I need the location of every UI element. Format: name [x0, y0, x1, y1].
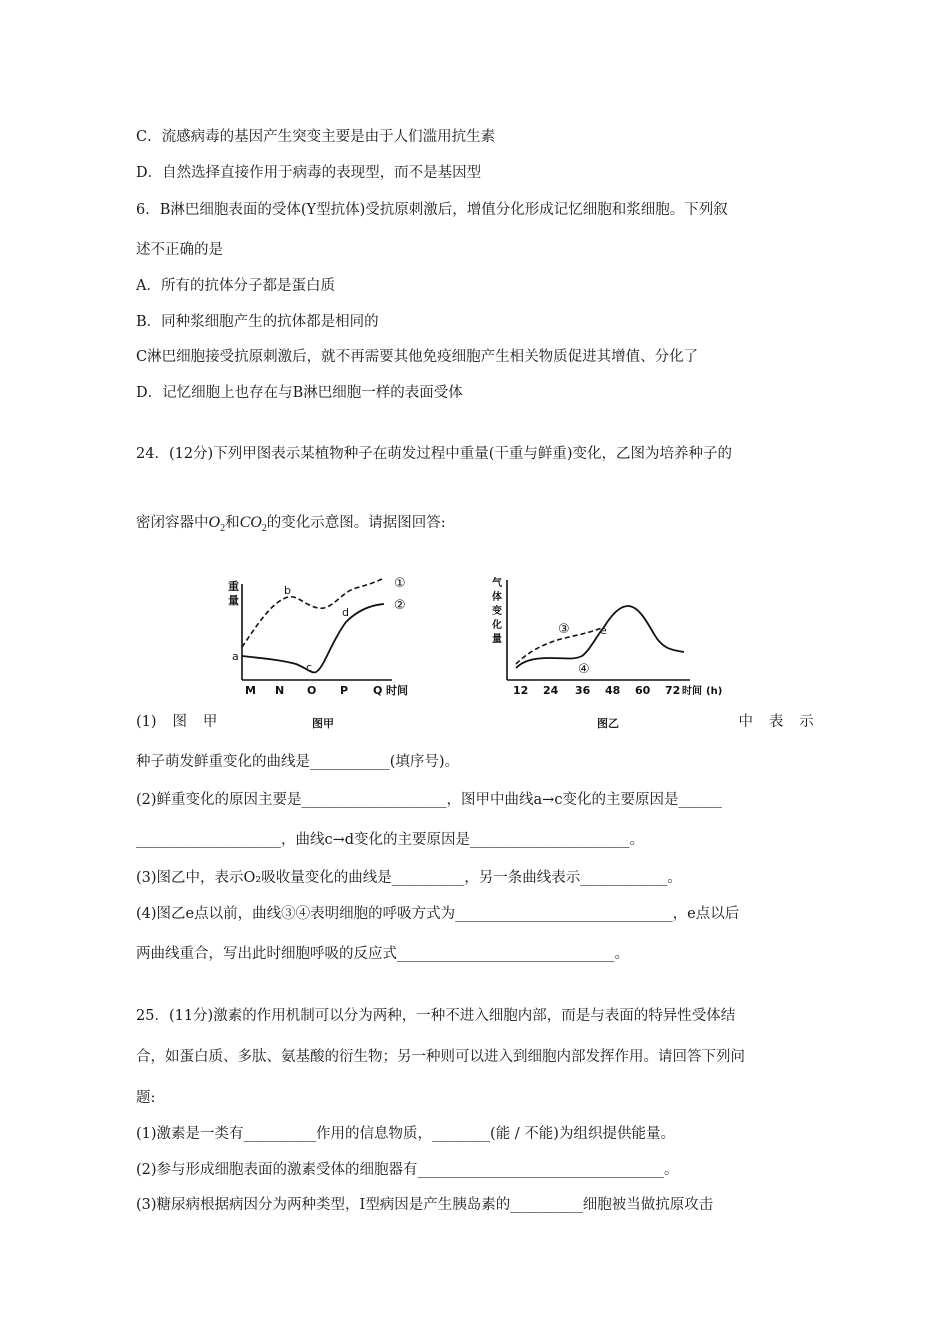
yi-curve-label-4: ④ [578, 662, 590, 677]
jia-ylabel-2: 量 [228, 594, 239, 607]
o2-formula: $O_2$ [208, 514, 226, 535]
q6-option-c: C淋巴细胞接受抗原刺激后，就不再需要其他免疫细胞产生相关物质促进其增值、分化了 [136, 349, 699, 365]
q25-part3: (3)糖尿病根据病因分为两种类型，I型病因是产生胰岛素的__________细胞被当做抗原攻击 [136, 1197, 714, 1213]
jia-xlabel: 时间 [386, 684, 408, 697]
he-text: 和 [225, 515, 240, 531]
jia-point-d: d [342, 606, 349, 619]
co2-formula: $CO_2$ [239, 514, 267, 535]
jia-curve-label-2: ② [394, 598, 406, 613]
figure-jia [226, 572, 426, 702]
fig-yi-caption: 图乙 [597, 717, 619, 730]
p1-token-1: 图 [172, 714, 187, 730]
p1-token-2: 甲 [202, 714, 218, 730]
jia-curve-label-1: ① [394, 576, 406, 591]
jia-xtick-M: M [245, 684, 256, 697]
q25-part1: (1)激素是一类有__________作用的信息物质，________(能 / 不能)为组织提供能量。 [136, 1126, 675, 1142]
jia-xtick-N: N [275, 684, 285, 697]
q24-stem-line1: 24．(12分)下列甲图表示某植物种子在萌发过程中重量(干重与鲜重)变化，乙图为培养种子的 [136, 446, 733, 462]
yi-xtick-36: 36 [575, 684, 591, 697]
q24-part1-line1 [136, 712, 814, 732]
fig-jia-caption: 图甲 [312, 717, 334, 730]
yi-xtick-60: 60 [635, 684, 651, 697]
jia-point-a: a [232, 650, 239, 663]
q24-part3: (3)图乙中，表示O₂吸收量变化的曲线是__________，另一条曲线表示____________。 [136, 870, 682, 886]
figure-yi [490, 572, 730, 702]
jia-xtick-P: P [340, 684, 349, 697]
jia-ylabel-1: 重 [228, 580, 239, 593]
jia-curve-1-dashed [242, 578, 384, 647]
q24-stem-post: 的变化示意图。请据图回答: [266, 515, 446, 531]
q6-option-a: A．所有的抗体分子都是蛋白质 [136, 278, 335, 294]
q6-stem-line2: 述不正确的是 [136, 242, 223, 258]
p1-token-8: 示 [799, 714, 814, 730]
yi-ylabel-2: 体 [492, 592, 502, 603]
q6-option-d: D．记忆细胞上也存在与B淋巴细胞一样的表面受体 [136, 385, 463, 401]
yi-unit: (h) [706, 686, 723, 697]
q6-option-b: B．同种浆细胞产生的抗体都是相同的 [136, 314, 379, 330]
yi-ylabel-4: 化 [492, 620, 502, 631]
yi-xtick-24: 24 [543, 684, 559, 697]
jia-point-c: c [306, 661, 313, 674]
yi-curve-4-solid [516, 606, 684, 668]
p1-token-7: 表 [768, 714, 784, 730]
p1-token-6: 中 [738, 714, 753, 730]
yi-ylabel-5: 量 [492, 634, 502, 645]
p1-token-0: (1) [136, 714, 157, 730]
q6-stem-line1: 6．B淋巴细胞表面的受体(Y型抗体)受抗原刺激后，增值分化形成记忆细胞和浆细胞。下列叙 [136, 202, 728, 218]
q24-part4-line1: (4)图乙e点以前，曲线③④表明细胞的呼吸方式为______________________________，e点以后 [136, 906, 740, 922]
jia-xtick-O: O [307, 684, 317, 697]
jia-point-b: b [284, 584, 291, 597]
yi-xtick-12: 12 [513, 684, 529, 697]
jia-curve-2-solid [242, 604, 384, 672]
q25-stem-line3: 题: [136, 1090, 156, 1106]
yi-point-e: e [600, 624, 607, 637]
q5-option-c: C．流感病毒的基因产生突变主要是由于人们滥用抗生素 [136, 129, 496, 145]
yi-curve-label-3: ③ [558, 622, 570, 637]
q25-stem-line1: 25．(11分)激素的作用机制可以分为两种，一种不进入细胞内部，而是与表面的特异性受体结 [136, 1008, 736, 1024]
q24-stem-line2 [136, 508, 446, 544]
q25-part2: (2)参与形成细胞表面的激素受体的细胞器有__________________________________。 [136, 1162, 679, 1178]
q24-stem-pre: 密闭容器中 [136, 515, 209, 531]
yi-ylabel-1: 气 [492, 578, 502, 589]
yi-xtick-48: 48 [605, 684, 621, 697]
yi-xtick-72: 72 [665, 684, 681, 697]
q24-part2-line1: (2)鲜重变化的原因主要是____________________，图甲中曲线a→c变化的主要原因是______ [136, 792, 722, 808]
yi-xlabel: 时间 [682, 686, 702, 697]
q25-stem-line2: 合，如蛋白质、多肽、氨基酸的衍生物；另一种则可以进入到细胞内部发挥作用。请回答下列问 [136, 1049, 745, 1065]
yi-ylabel-3: 变 [492, 606, 502, 617]
q24-part1-line2: 种子萌发鲜重变化的曲线是___________(填序号)。 [136, 754, 460, 770]
q5-option-d: D．自然选择直接作用于病毒的表现型，而不是基因型 [136, 165, 482, 181]
q24-part2-line2: ____________________，曲线c→d变化的主要原因是______________________。 [136, 832, 645, 848]
jia-xtick-Q: Q [373, 684, 383, 697]
q24-part4-line2: 两曲线重合，写出此时细胞呼吸的反应式______________________________。 [136, 946, 629, 962]
